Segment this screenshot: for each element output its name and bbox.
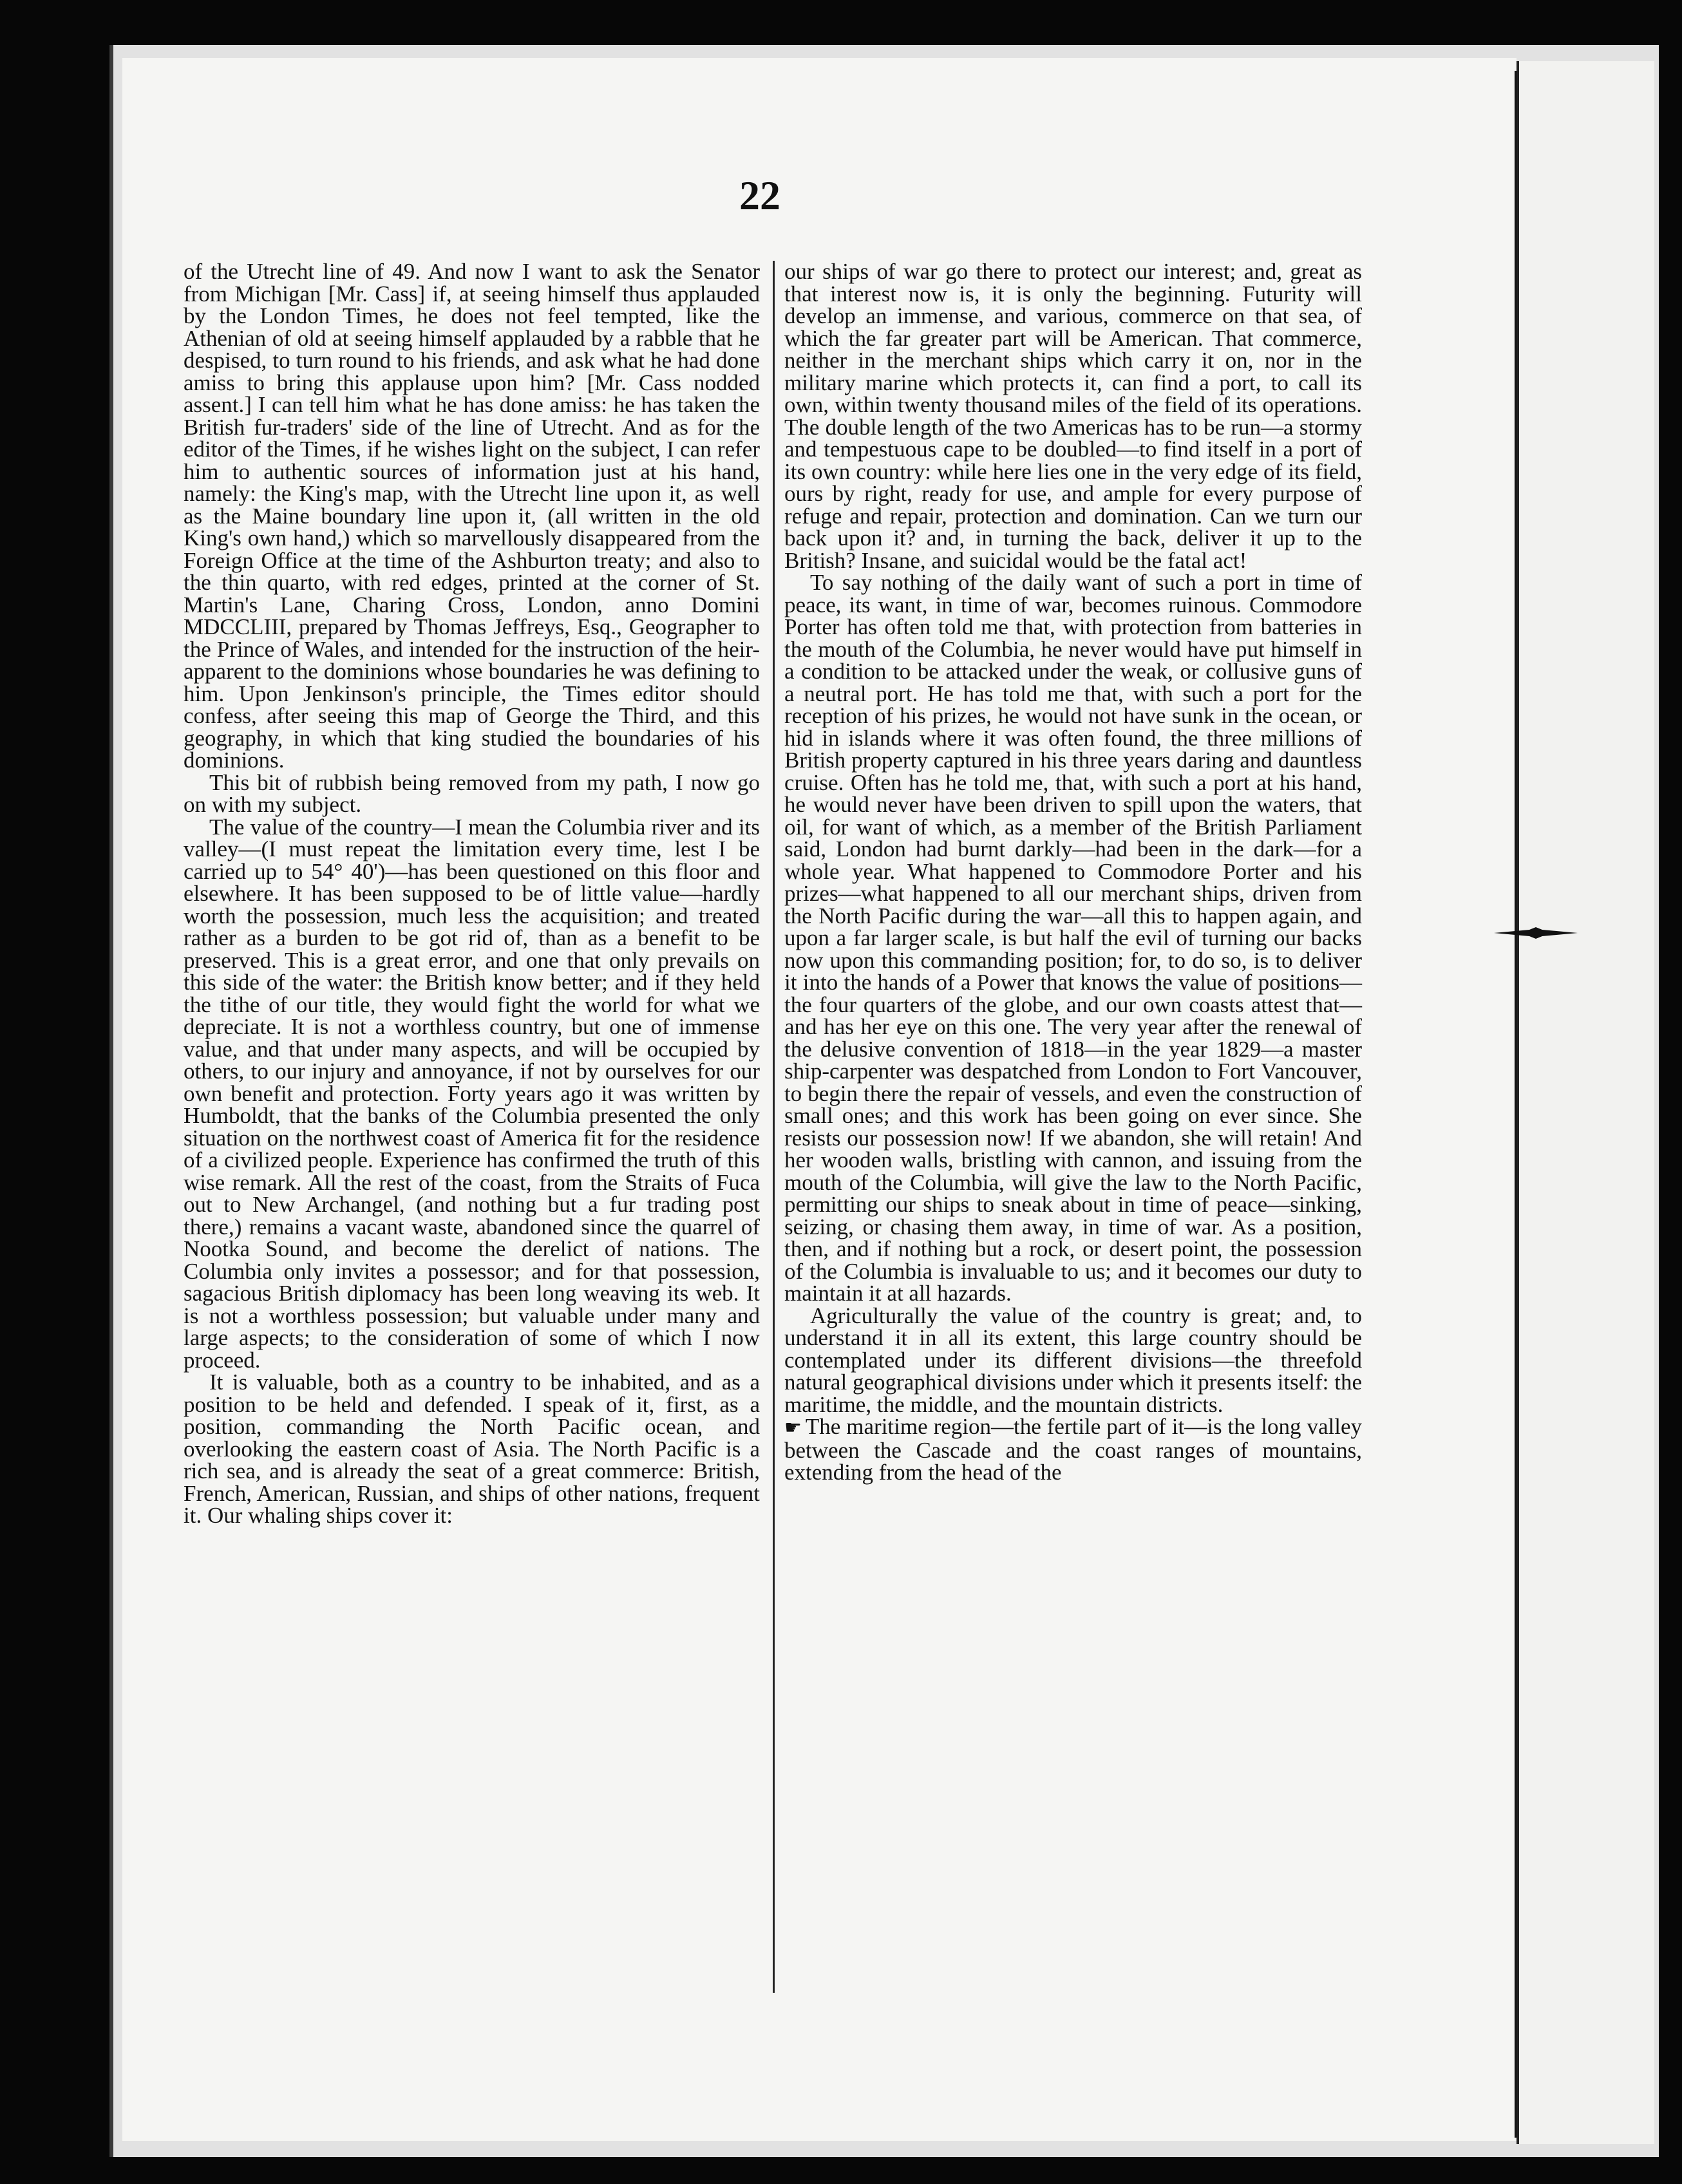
- right-paragraph-3: Agriculturally the value of the country is great; and, to understand it in all its extent, this large country should be contemplated under its different divisions—the threefold natural geographical divisions under which it presents itself: the maritime, the middle, and the mountain districts.: [784, 1303, 1362, 1417]
- right-paragraph-2: To say nothing of the daily want of such a port in time of peace, its want, in time of war, becomes ruinous. Commodore Porter has often told me that, with protection from batteries in the mouth of the Columbia, he never would have put himself in a condition to be attacked under the weak, or collusive guns of a neutral port. He has told me that, with such a port for the reception of his prizes, he would not have sunk in the ocean, or hid in islands where it was often found, the three millions of British property captured in his three years daring and dauntless cruise. Often has he told me, that, with such a port at his hand, he would never have been driven to spill upon the waters, that oil, for want of which, as a member of the British Parliament said, London had burnt darkly—had been in the dark—for a whole year. What happened to Commodore Porter and his prizes—what happened to all our merchant ships, driven from the North Pacific during the war—all this to happen again, and upon a far larger scale, is but half the evil of turning our backs now upon this commanding position; for, to do so, is to deliver it into the hands of a Power that knows the value of positions—the four quarters of the globe, and our own coasts attest that—and has her eye on this one. The very year after the renewal of the delusive convention of 1818—in the year 1829—a master ship-carpenter was despatched from London to Fort Vancouver, to begin there the repair of vessels, and even the construction of small ones; and this work has been going on ever since. She resists our possession now! If we abandon, she will retain! And her wooden walls, bristling with cannon, and issuing from the mouth of the Columbia, will give the law to the North Pacific, permitting our ships to sneak about in time of peace—sinking, seizing, or chasing them away, in time of war. As a position, then, and if nothing but a rock, or desert point, the possession of the Columbia is invaluable to us; and it becomes our duty to maintain it at all hazards.: [784, 570, 1362, 1306]
- right-column: [784, 261, 1362, 1484]
- left-column: [184, 261, 760, 1527]
- right-paragraph-4: The maritime region—the fertile part of it—is the long valley between the Cascade and the coast ranges of mountains, extending from the head of the: [784, 1414, 1362, 1485]
- page-tab-mark: [1494, 927, 1578, 939]
- pointing-hand-icon: ☛: [784, 1417, 802, 1438]
- right-paragraph-1: our ships of war go there to protect our interest; and, great as that interest now is, it is only the beginning. Futurity will develop an immense, and various, commerce on that sea, of which the far greater part will be American. That commerce, neither in the merchant ships which carry it on, nor in the military marine which protects it, can find a port, to call its own, within twenty thousand miles of the field of its operations. The double length of the two Americas has to be run—a stormy and tempestuous cape to be doubled—to find itself in a port of its own country: while here lies one in the very edge of its field, ours by right, ready for use, and ample for every purpose of refuge and repair, protection and domination. Can we turn our back upon it? and, in turning the back, deliver it up to the British? Insane, and suicidal would be the fatal act!: [784, 259, 1362, 573]
- page-number: 22: [739, 173, 780, 218]
- column-divider: [773, 261, 775, 1993]
- left-paragraph-1: of the Utrecht line of 49. And now I want to ask the Senator from Michigan [Mr. Cass] if, at seeing himself thus applauded by the London Times, he does not feel tempted, like the Athenian of old at seeing himself applauded by a rabble that he despised, to turn round to his friends, and ask what he had done amiss to bring this applause upon him? [Mr. Cass nodded assent.] I can tell him what he has done amiss: he has taken the British fur-traders' side of the line of Utrecht. And as for the editor of the Times, if he wishes light on the subject, I can refer him to authentic sources of information just at his hand, namely: the King's map, with the Utrecht line upon it, as well as the Maine boundary line upon it, (all written in the old King's own hand,) which so marvellously disappeared from the Foreign Office at the time of the Ashburton treaty; and also to the thin quarto, with red edges, printed at the corner of St. Martin's Lane, Charing Cross, London, anno Domini MDCCLIII, prepared by Thomas Jeffreys, Esq., Geographer to the Prince of Wales, and intended for the instruction of the heir-apparent to the dominions whose boundaries he was defining to him. Upon Jenkinson's principle, the Times editor should confess, after seeing this map of George the Third, and this geography, in which that king studied the boundaries of his dominions.: [184, 259, 760, 773]
- left-paragraph-3: The value of the country—I mean the Columbia river and its valley—(I must repeat the limitation every time, lest I be carried up to 54° 40')—has been questioned on this floor and elsewhere. It has been supposed to be of little value—hardly worth the possession, much less the acquisition; and treated rather as a burden to be got rid of, than as a benefit to be preserved. This is a great error, and one that only prevails on this side of the water: the British know better; and if they held the tithe of our title, they would fight the world for what we depreciate. It is not a worthless country, but one of immense value, and that under many aspects, and will be occupied by others, to our injury and annoyance, if not by ourselves for our own benefit and protection. Forty years ago it was written by Humboldt, that the banks of the Columbia presented the only situation on the northwest coast of America fit for the residence of a civilized people. Experience has confirmed the truth of this wise remark. All the rest of the coast, from the Straits of Fuca out to New Archangel, (and nothing but a fur trading post there,) remains a vacant waste, abandoned since the quarrel of Nootka Sound, and become the derelict of nations. The Columbia only invites a possessor; and for that possession, sagacious British diplomacy has been long weaving its web. It is not a worthless possession; but valuable under many and large aspects; to the consideration of some of which I now proceed.: [184, 814, 760, 1373]
- left-paragraph-4: It is valuable, both as a country to be inhabited, and as a position to be held and defended. I speak of it, first, as a position, commanding the North Pacific ocean, and overlooking the eastern coast of Asia. The North Pacific is a rich sea, and is already the seat of a great commerce: British, French, American, Russian, and ships of other nations, frequent it. Our whaling ships cover it:: [184, 1370, 760, 1528]
- page-gutter: [1515, 71, 1517, 2138]
- right-paragraph-4-wrapper: [784, 1416, 1362, 1484]
- left-paragraph-2: This bit of rubbish being removed from my path, I now go on with my subject.: [184, 769, 760, 817]
- adjacent-page-edge: [1517, 61, 1654, 2144]
